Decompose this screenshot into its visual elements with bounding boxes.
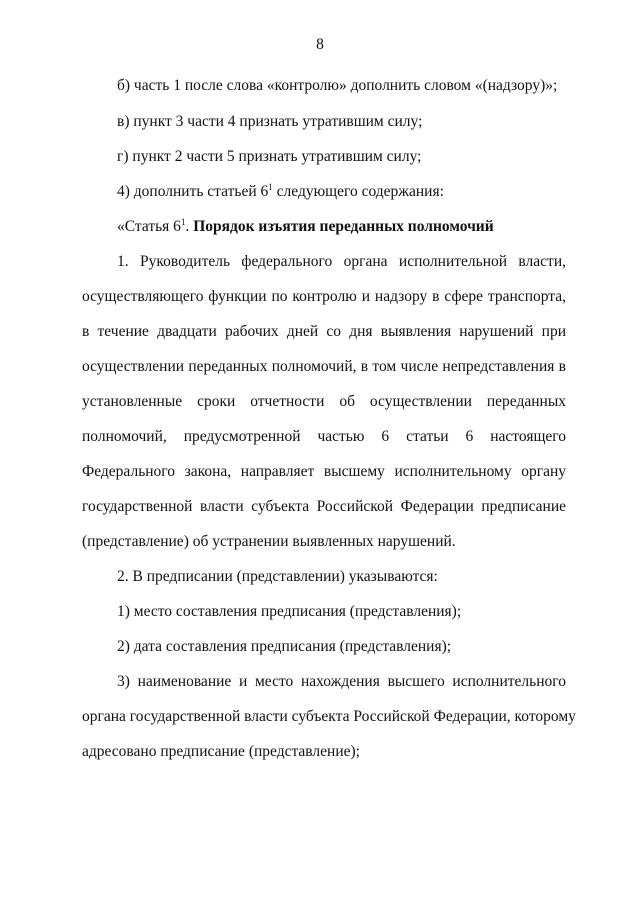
- paragraph-1-line: государственной власти субъекта Российской Федерации предписание: [82, 498, 566, 515]
- list-item-3-line: органа государственной власти субъекта Российской Федерации, которому: [82, 708, 576, 725]
- paragraph-1-line: осуществляющего функции по контролю и надзору в сфере транспорта,: [82, 288, 566, 305]
- article-label: «Статья 6: [117, 218, 181, 235]
- list-item-3-line: 3) наименование и место нахождения высшего исполнительного: [117, 673, 566, 690]
- paragraph-2: 2. В предписании (представлении) указываются:: [117, 568, 438, 585]
- superscript: 1: [268, 182, 273, 192]
- list-item-1: 1) место составления предписания (представления);: [117, 603, 462, 620]
- page-number: 8: [316, 36, 324, 53]
- paragraph-1-line: полномочий, предусмотренной частью 6 статьи 6 настоящего: [82, 428, 566, 445]
- article-title: Порядок изъятия переданных полномочий: [193, 218, 494, 235]
- amendment-4-text: 4) дополнить статьей 6: [117, 183, 269, 200]
- article-label-tail: .: [185, 218, 194, 235]
- paragraph-1-line: установленные сроки отчетности об осуществлении переданных: [82, 393, 566, 410]
- paragraph-1-line: осуществлении переданных полномочий, в том числе непредставления в: [82, 358, 566, 375]
- amendment-b: б) часть 1 после слова «контролю» дополнить словом «(надзору)»;: [117, 77, 558, 94]
- amendment-v: в) пункт 3 части 4 признать утратившим силу;: [117, 113, 423, 130]
- paragraph-1-line: 1. Руководитель федерального органа исполнительной власти,: [117, 253, 566, 270]
- paragraph-1-line: (представление) об устранении выявленных нарушений.: [82, 533, 456, 550]
- list-item-3-line: адресовано предписание (представление);: [82, 743, 360, 760]
- article-heading: [117, 218, 494, 236]
- amendment-4: [117, 183, 444, 201]
- amendment-g: г) пункт 2 части 5 признать утратившим силу;: [117, 148, 422, 165]
- superscript: 1: [180, 217, 186, 227]
- paragraph-1-line: в течение двадцати рабочих дней со дня выявления нарушений при: [82, 323, 566, 340]
- amendment-4-tail: следующего содержания:: [272, 183, 444, 200]
- paragraph-1-line: Федерального закона, направляет высшему исполнительному органу: [82, 463, 566, 480]
- list-item-2: 2) дата составления предписания (представления);: [117, 638, 452, 655]
